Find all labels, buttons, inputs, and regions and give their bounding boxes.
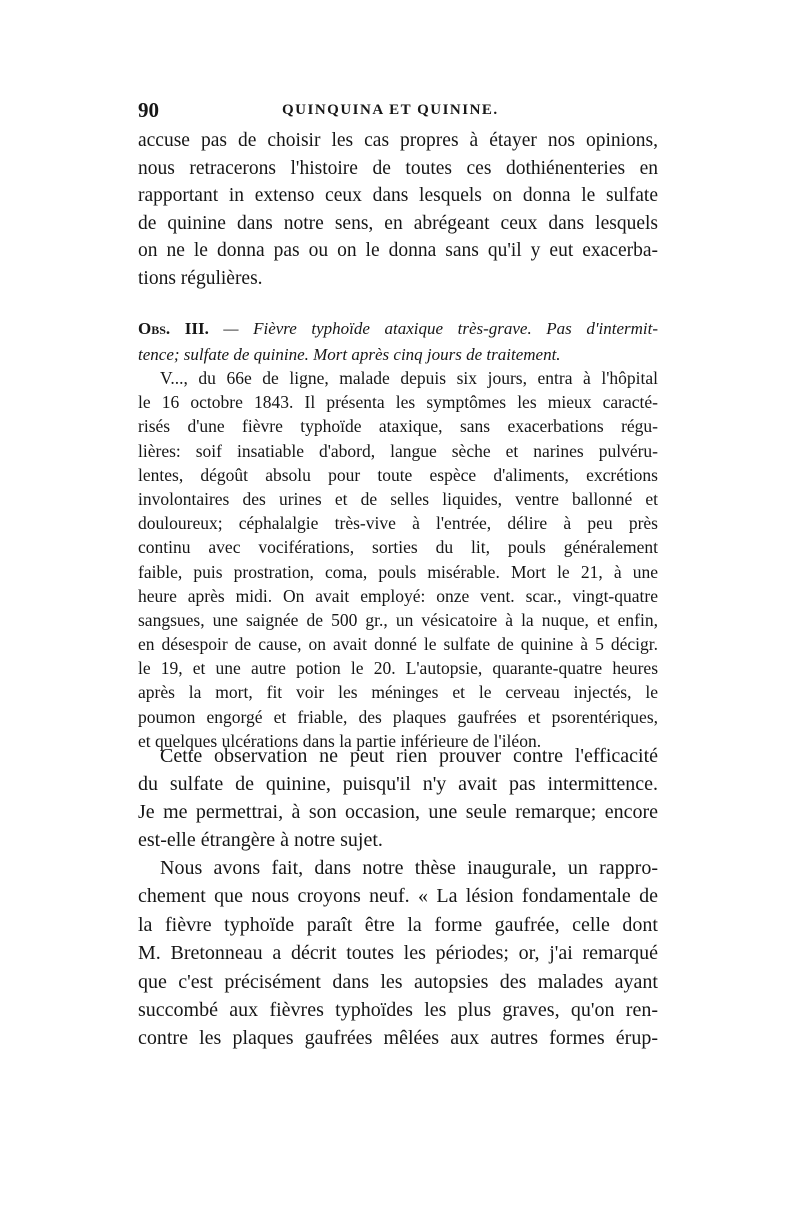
text-line: rapportant in extenso ceux dans lesquels on donna le sulfate [138, 185, 658, 206]
case-line: sangsues, une saignée de 500 gr., un vésicatoire à la nuque, et enfin, [138, 609, 658, 630]
case-line: lières: soif insatiable d'abord, langue sèche et narines pulvéru- [138, 440, 658, 461]
text-line: on ne le donna pas ou on le donna sans qu'il y eut exacerba- [138, 240, 658, 261]
text-line: du sulfate de quinine, puisqu'il n'y avait pas intermittence. [138, 773, 658, 795]
case-line: involontaires des urines et de selles liquides, ventre ballonné et [138, 488, 658, 509]
text-line: que c'est précisément dans les autopsies des malades ayant [138, 970, 658, 993]
observation-title-part-1: — Fièvre typhoïde ataxique très-grave. Pas d'intermit- [208, 319, 658, 338]
case-line: douloureux; céphalalgie très-vive à l'entrée, délire à peu près [138, 513, 658, 534]
observation-title-part-2: tence; sulfate de quinine. Mort après cinq jours de traitement. [138, 344, 561, 364]
case-line: et quelques ulcérations dans la partie inférieure de l'iléon. [138, 730, 542, 751]
case-report [138, 366, 658, 753]
case-line: risés d'une fièvre typhoïde ataxique, sans exacerbations régu- [138, 416, 658, 437]
text-line: accuse pas de choisir les cas propres à étayer nos opinions, [138, 130, 658, 151]
text-line: M. Bretonneau a décrit toutes les périodes; or, j'ai remarqué [138, 942, 658, 965]
observation-title-line [138, 316, 658, 342]
text-line: chement que nous croyons neuf. « La lésion fondamentale de [138, 885, 658, 908]
case-line: V..., du 66e de ligne, malade depuis six jours, entra à l'hôpital [160, 368, 658, 388]
observation-number: Obs. III. [138, 319, 209, 338]
paragraph-remark [138, 742, 658, 854]
text-line: tions régulières. [138, 267, 263, 289]
case-line: continu avec vociférations, sorties du lit, pouls généralement [138, 537, 658, 558]
page-header [138, 98, 658, 122]
case-line: faible, puis prostration, coma, pouls misérable. Mort le 21, à une [138, 561, 658, 582]
text-line: est-elle étrangère à notre sujet. [138, 829, 383, 851]
text-line: succombé aux fièvres typhoïdes les plus graves, qu'on ren- [138, 998, 658, 1021]
case-line: poumon engorgé et friable, des plaques gaufrées et psorentériques, [138, 706, 658, 727]
case-line: en désespoir de cause, on avait donné le sulfate de quinine à 5 décigr. [138, 634, 658, 655]
case-line: après la mort, fit voir les méninges et le cerveau injectés, le [138, 682, 658, 703]
text-line: la fièvre typhoïde paraît être la forme gaufrée, celle dont [138, 913, 658, 936]
case-line: heure après midi. On avait employé: onze vent. scar., vingt-quatre [138, 585, 658, 606]
case-line: le 16 octobre 1843. Il présenta les symptômes les mieux caracté- [138, 392, 658, 413]
text-line: Je me permettrai, à son occasion, une seule remarque; encore [138, 801, 658, 823]
paragraph-intro [138, 127, 658, 292]
page-number: 90 [138, 98, 159, 122]
observation-heading [138, 316, 658, 367]
case-line: lentes, dégoût absolu pour toute espèce d'aliments, excrétions [138, 464, 658, 485]
text-line: contre les plaques gaufrées mêlées aux autres formes érup- [138, 1027, 658, 1050]
text-line: de quinine dans notre sens, en abrégeant ceux dans lesquels [138, 212, 658, 234]
running-title: QUINQUINA ET QUININE. [282, 102, 499, 118]
text-line: Cette observation ne peut rien prouver contre l'efficacité [160, 745, 658, 767]
paragraph-thesis [138, 854, 658, 1053]
text-line: nous retracerons l'histoire de toutes ces dothiénenteries en [138, 157, 658, 179]
text-line: Nous avons fait, dans notre thèse inaugurale, un rappro- [160, 857, 658, 879]
case-line: le 19, et une autre potion le 20. L'autopsie, quarante-quatre heures [138, 658, 658, 679]
